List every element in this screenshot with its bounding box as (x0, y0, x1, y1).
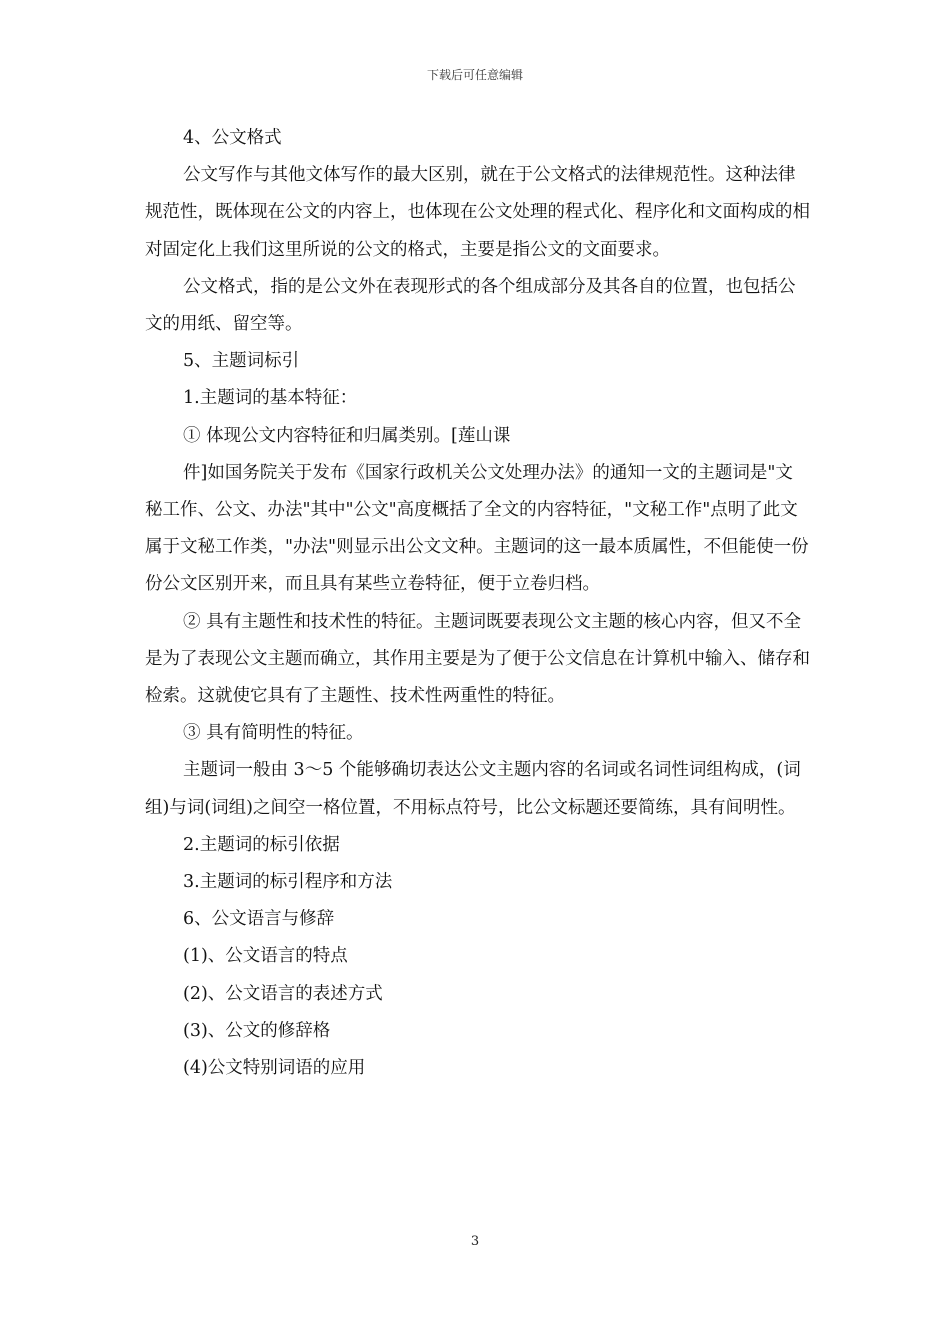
heading-official-document-format: 4、公文格式 (183, 128, 282, 148)
list-item: (1)、公文语言的特点 (183, 946, 348, 967)
list-item: (4)公文特别词语的应用 (183, 1058, 366, 1079)
page-header: 下载后可任意编辑 (426, 68, 523, 82)
heading-subject-terms: 5、主题词标引 (183, 351, 300, 372)
heading-language-rhetoric: 6、公文语言与修辞 (183, 909, 335, 930)
list-item: (2)、公文语言的表述方式 (183, 983, 383, 1004)
list-item: ② 具有主题性和技术性的特征。主题词既要表现公文主题的核心内容，但又不全是为了表现公文主题而确立，其作用主要是为了便于公文信息在计算机中输入、储存和检索。这就使它具有了主题性、技术性两重性的特征。 (145, 611, 810, 707)
list-item: ③ 具有简明性的特征。 (183, 723, 364, 744)
list-item: ① 体现公文内容特征和归属类别。[莲山课 (183, 425, 511, 446)
paragraph: 公文格式，指的是公文外在表现形式的各个组成部分及其各自的位置，也包括公文的用纸、留空等。 (145, 276, 796, 335)
paragraph: 件]如国务院关于发布《国家行政机关公文处理办法》的通知一文的主题词是"文秘工作、公文、办法"其中"公文"高度概括了全文的内容特征，"文秘工作"点明了此文属于文秘工作类，"办法"则显示出公文文种。主题词的这一最本质属性，不但能使一份份公文区别开来，而且具有某些立卷特征，便于立卷归档。 (145, 462, 809, 595)
document-body (145, 120, 810, 1087)
list-item: (3)、公文的修辞格 (183, 1020, 331, 1041)
subheading: 3.主题词的标引程序和方法 (183, 872, 393, 893)
paragraph: 主题词一般由 3～5 个能够确切表达公文主题内容的名词或名词性词组构成，(词组)与词(词组)之间空一格位置，不用标点符号，比公文标题还要简练，具有间明性。 (145, 760, 801, 818)
subheading: 2.主题词的标引依据 (183, 834, 340, 855)
subheading: 1.主题词的基本特征： (183, 388, 358, 409)
page-number: 3 (470, 1234, 480, 1249)
paragraph: 公文写作与其他文体写作的最大区别，就在于公文格式的法律规范性。这种法律规范性，既体现在公文的内容上，也体现在公文处理的程式化、程序化和文面构成的相对固定化上我们这里所说的公文的格式，主要是指公文的文面要求。 (145, 165, 810, 260)
